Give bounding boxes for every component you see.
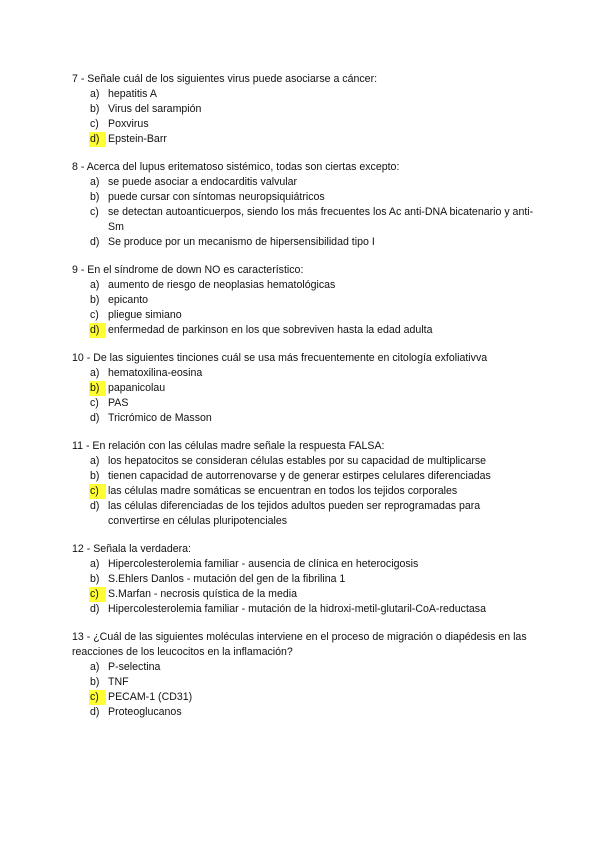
option-c bbox=[72, 308, 532, 323]
option-letter: a) bbox=[90, 558, 100, 570]
option-letter: d) bbox=[90, 500, 100, 512]
question-stem: 11 - En relación con las células madre señale la respuesta FALSA: bbox=[72, 440, 385, 452]
option-a bbox=[72, 660, 532, 675]
question-9 bbox=[72, 263, 532, 338]
question-stem: 9 - En el síndrome de down NO es característico: bbox=[72, 264, 304, 276]
option-d bbox=[72, 499, 508, 529]
option-letter-highlighted: c) bbox=[89, 484, 106, 499]
option-b bbox=[72, 469, 532, 484]
option-a bbox=[72, 87, 532, 102]
option-text: P-selectina bbox=[108, 661, 161, 673]
option-text: epicanto bbox=[108, 294, 149, 306]
option-letter-highlighted: c) bbox=[89, 690, 106, 705]
question-10 bbox=[72, 351, 532, 426]
option-text: se detectan autoanticuerpos, siendo los más frecuentes los Ac anti-DNA bicatenario y anti-Sm bbox=[108, 206, 534, 233]
options-list bbox=[72, 366, 532, 426]
option-text: TNF bbox=[108, 676, 129, 688]
option-letter: a) bbox=[90, 279, 100, 291]
option-letter: a) bbox=[90, 88, 100, 100]
option-letter-highlighted: c) bbox=[89, 587, 106, 602]
option-d bbox=[72, 323, 532, 338]
option-c bbox=[72, 396, 532, 411]
option-d bbox=[72, 235, 532, 250]
question-stem: 7 - Señale cuál de los siguientes virus puede asociarse a cáncer: bbox=[72, 73, 378, 85]
option-a bbox=[72, 175, 532, 190]
option-a bbox=[72, 366, 532, 381]
option-d bbox=[72, 411, 532, 426]
option-b bbox=[72, 190, 532, 205]
option-b bbox=[72, 572, 532, 587]
option-a bbox=[72, 557, 532, 572]
option-letter: b) bbox=[90, 103, 100, 115]
option-text: papanicolau bbox=[108, 382, 166, 394]
question-13 bbox=[72, 630, 532, 720]
option-letter: a) bbox=[90, 455, 100, 467]
option-c bbox=[72, 484, 532, 499]
option-text: Hipercolesterolemia familiar - mutación de la hidroxi-metil-glutaril-CoA-reductasa bbox=[108, 603, 486, 615]
option-text: Tricrómico de Masson bbox=[108, 412, 212, 424]
question-7 bbox=[72, 72, 532, 147]
option-text: S.Marfan - necrosis quística de la media bbox=[108, 588, 298, 600]
option-text: Hipercolesterolemia familiar - ausencia de clínica en heterocigosis bbox=[108, 558, 419, 570]
question-stem: 10 - De las siguientes tinciones cuál se usa más frecuentemente en citología exfoliativva bbox=[72, 352, 488, 364]
options-list bbox=[72, 454, 532, 529]
option-text: PECAM-1 (CD31) bbox=[108, 691, 193, 703]
question-8 bbox=[72, 160, 532, 250]
option-text: Epstein-Barr bbox=[108, 133, 167, 145]
option-text: enfermedad de parkinson en los que sobreviven hasta la edad adulta bbox=[108, 324, 433, 336]
option-letter: c) bbox=[90, 118, 99, 130]
option-letter: a) bbox=[90, 661, 100, 673]
option-letter-highlighted: d) bbox=[89, 323, 106, 338]
option-letter: d) bbox=[90, 706, 100, 718]
option-c bbox=[72, 587, 532, 602]
option-text: pliegue simiano bbox=[108, 309, 182, 321]
question-11 bbox=[72, 439, 532, 529]
question-stem: 12 - Señala la verdadera: bbox=[72, 543, 191, 555]
option-letter-highlighted: d) bbox=[89, 132, 106, 147]
option-text: S.Ehlers Danlos - mutación del gen de la fibrilina 1 bbox=[108, 573, 346, 585]
question-stem: 8 - Acerca del lupus eritematoso sistémico, todas son ciertas excepto: bbox=[72, 161, 400, 173]
option-d bbox=[72, 705, 532, 720]
option-text: aumento de riesgo de neoplasias hematológicas bbox=[108, 279, 336, 291]
option-letter: b) bbox=[90, 294, 100, 306]
option-text: Se produce por un mecanismo de hipersensibilidad tipo I bbox=[108, 236, 375, 248]
option-letter: c) bbox=[90, 309, 99, 321]
option-letter: d) bbox=[90, 412, 100, 424]
option-b bbox=[72, 102, 532, 117]
option-b bbox=[72, 381, 532, 396]
option-c bbox=[72, 205, 548, 235]
option-a bbox=[72, 278, 532, 293]
options-list bbox=[72, 175, 532, 250]
options-list bbox=[72, 557, 532, 617]
option-b bbox=[72, 675, 532, 690]
option-text: se puede asociar a endocarditis valvular bbox=[108, 176, 298, 188]
option-letter-highlighted: b) bbox=[89, 381, 106, 396]
question-stem: 13 - ¿Cuál de las siguientes moléculas interviene en el proceso de migración o diapédesis en las reacciones de los leucocitos en la inflamación? bbox=[72, 631, 527, 658]
option-letter: a) bbox=[90, 176, 100, 188]
option-text: Virus del sarampión bbox=[108, 103, 202, 115]
option-text: las células madre somáticas se encuentran en todos los tejidos corporales bbox=[108, 485, 458, 497]
option-letter: c) bbox=[90, 206, 99, 218]
option-c bbox=[72, 117, 532, 132]
option-text: puede cursar con síntomas neuropsiquiátricos bbox=[108, 191, 325, 203]
option-letter: d) bbox=[90, 236, 100, 248]
option-text: las células diferenciadas de los tejidos adultos pueden ser reprogramadas para convertirse en células pluripotenciales bbox=[108, 500, 481, 527]
option-letter: b) bbox=[90, 676, 100, 688]
question-12 bbox=[72, 542, 532, 617]
option-text: los hepatocitos se consideran células estables por su capacidad de multiplicarse bbox=[108, 455, 487, 467]
option-letter: b) bbox=[90, 191, 100, 203]
option-text: tienen capacidad de autorrenovarse y de generar estirpes celulares diferenciadas bbox=[108, 470, 491, 482]
option-letter: a) bbox=[90, 367, 100, 379]
options-list bbox=[72, 278, 532, 338]
option-letter: b) bbox=[90, 573, 100, 585]
option-d bbox=[72, 602, 588, 617]
option-letter: b) bbox=[90, 470, 100, 482]
option-c bbox=[72, 690, 532, 705]
options-list bbox=[72, 87, 532, 147]
option-text: PAS bbox=[108, 397, 129, 409]
option-letter: c) bbox=[90, 397, 99, 409]
option-d bbox=[72, 132, 532, 147]
options-list bbox=[72, 660, 532, 720]
option-text: hematoxilina-eosina bbox=[108, 367, 203, 379]
option-letter: d) bbox=[90, 603, 100, 615]
option-a bbox=[72, 454, 532, 469]
option-text: Proteoglucanos bbox=[108, 706, 182, 718]
option-text: hepatitis A bbox=[108, 88, 157, 100]
option-b bbox=[72, 293, 532, 308]
option-text: Poxvirus bbox=[108, 118, 149, 130]
